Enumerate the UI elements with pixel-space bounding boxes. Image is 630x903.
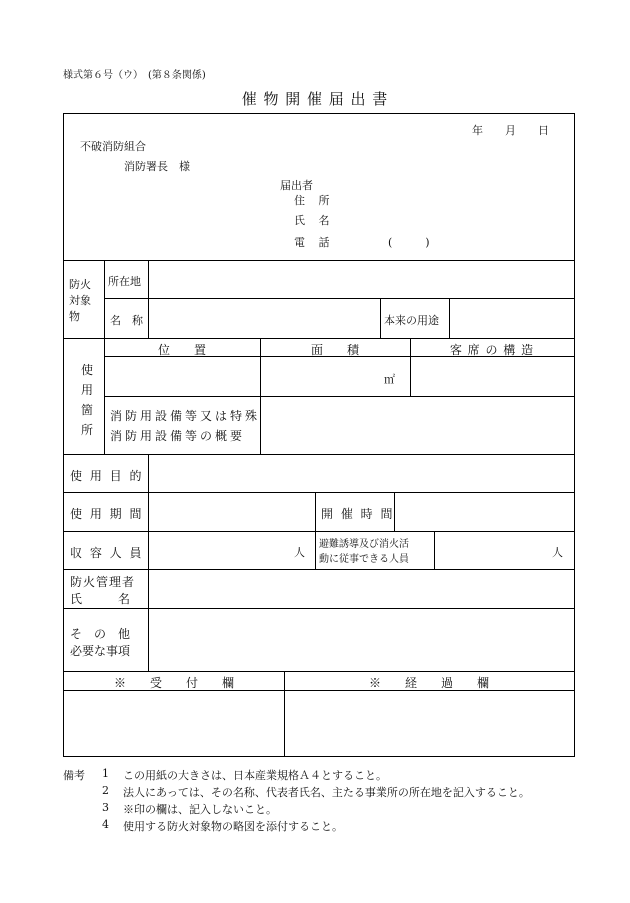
page-title: 催 物 開 催 届 出 書	[241, 90, 389, 108]
capacity-unit: 人	[294, 546, 305, 559]
notes-label: 備考	[63, 769, 85, 782]
usage-place-label-4: 所	[81, 423, 94, 437]
period-label: 使 用 期 間	[70, 507, 144, 521]
location-label: 所在地	[108, 275, 141, 288]
usage-place-label-1: 使	[81, 363, 94, 377]
area-unit: ㎡	[384, 373, 395, 386]
original-use-input[interactable]	[451, 300, 572, 336]
fire-object-label-1: 防火	[69, 278, 91, 291]
usage-place-label-2: 用	[81, 383, 94, 397]
progress-header: ※ 経 過 欄	[368, 676, 489, 690]
notification-form	[63, 113, 575, 757]
other-label-line1: そ の 他	[70, 627, 131, 641]
hours-input[interactable]	[396, 494, 572, 529]
seating-header: 客 席 の 構 造	[449, 343, 535, 357]
notifier-address-input[interactable]	[339, 190, 559, 206]
position-input[interactable]	[106, 358, 258, 394]
notifier-label: 届出者	[280, 179, 313, 192]
equipment-label-line1: 消防用設備等又は特殊	[110, 409, 261, 423]
notifier-name-label: 氏 名	[294, 214, 335, 227]
location-input[interactable]	[150, 262, 572, 296]
manager-label-line1: 防火管理者	[70, 575, 136, 589]
reception-header: ※ 受 付 欄	[113, 676, 234, 690]
original-use-label: 本来の用途	[384, 314, 439, 327]
purpose-input[interactable]	[150, 456, 572, 490]
note-text: この用紙の大きさは、日本産業規格Ａ４とすること。	[123, 769, 387, 782]
form-number: 様式第６号（ウ） (第８条関係)	[63, 70, 206, 81]
position-header: 位 置	[157, 343, 206, 357]
reception-box	[66, 692, 282, 754]
fire-object-label-2: 対象	[69, 294, 91, 307]
phone-parens[interactable]: ( )	[388, 236, 430, 249]
note-number: 2	[102, 784, 109, 797]
fire-object-label-3: 物	[69, 310, 80, 323]
note-number: 4	[102, 818, 109, 831]
hours-label: 開 催 時 間	[321, 507, 395, 521]
note-text: 使用する防火対象物の略図を添付すること。	[123, 820, 343, 833]
fire-object-name-label: 名 称	[110, 314, 143, 327]
area-header: 面 積	[310, 343, 359, 357]
manager-label-line2: 氏 名	[70, 592, 131, 606]
note-number: 3	[102, 801, 109, 814]
evacuation-unit: 人	[552, 546, 563, 559]
evacuation-label-line1: 避難誘導及び消火活	[319, 539, 409, 550]
notifier-phone-label: 電 話	[294, 236, 335, 249]
manager-input[interactable]	[150, 571, 572, 606]
union-name: 不破消防組合	[80, 140, 146, 153]
seating-input[interactable]	[412, 358, 572, 394]
evacuation-label-line2: 動に従事できる人員	[319, 554, 409, 565]
other-label-line2: 必要な事項	[70, 644, 131, 658]
notifier-name-input[interactable]	[339, 210, 559, 226]
progress-box	[286, 692, 572, 754]
other-input[interactable]	[150, 610, 572, 669]
usage-place-label-3: 箇	[81, 403, 94, 417]
equipment-input[interactable]	[262, 398, 572, 452]
note-text: ※印の欄は、記入しないこと。	[123, 803, 277, 816]
purpose-label: 使 用 目 的	[70, 469, 144, 483]
fire-object-name-input[interactable]	[150, 300, 378, 336]
chief-addressee: 消防署長 様	[124, 160, 190, 173]
capacity-input[interactable]	[150, 533, 313, 567]
note-number: 1	[102, 767, 109, 780]
period-input[interactable]	[150, 494, 313, 529]
equipment-label-line2: 消防用設備等の概要	[110, 429, 246, 443]
note-text: 法人にあっては、その名称、代表者氏名、主たる事業所の所在地を記入すること。	[123, 786, 530, 799]
notifier-address-label: 住 所	[294, 194, 335, 207]
date-field[interactable]: 年 月 日	[472, 124, 549, 137]
capacity-label: 収 容 人 員	[70, 546, 144, 560]
